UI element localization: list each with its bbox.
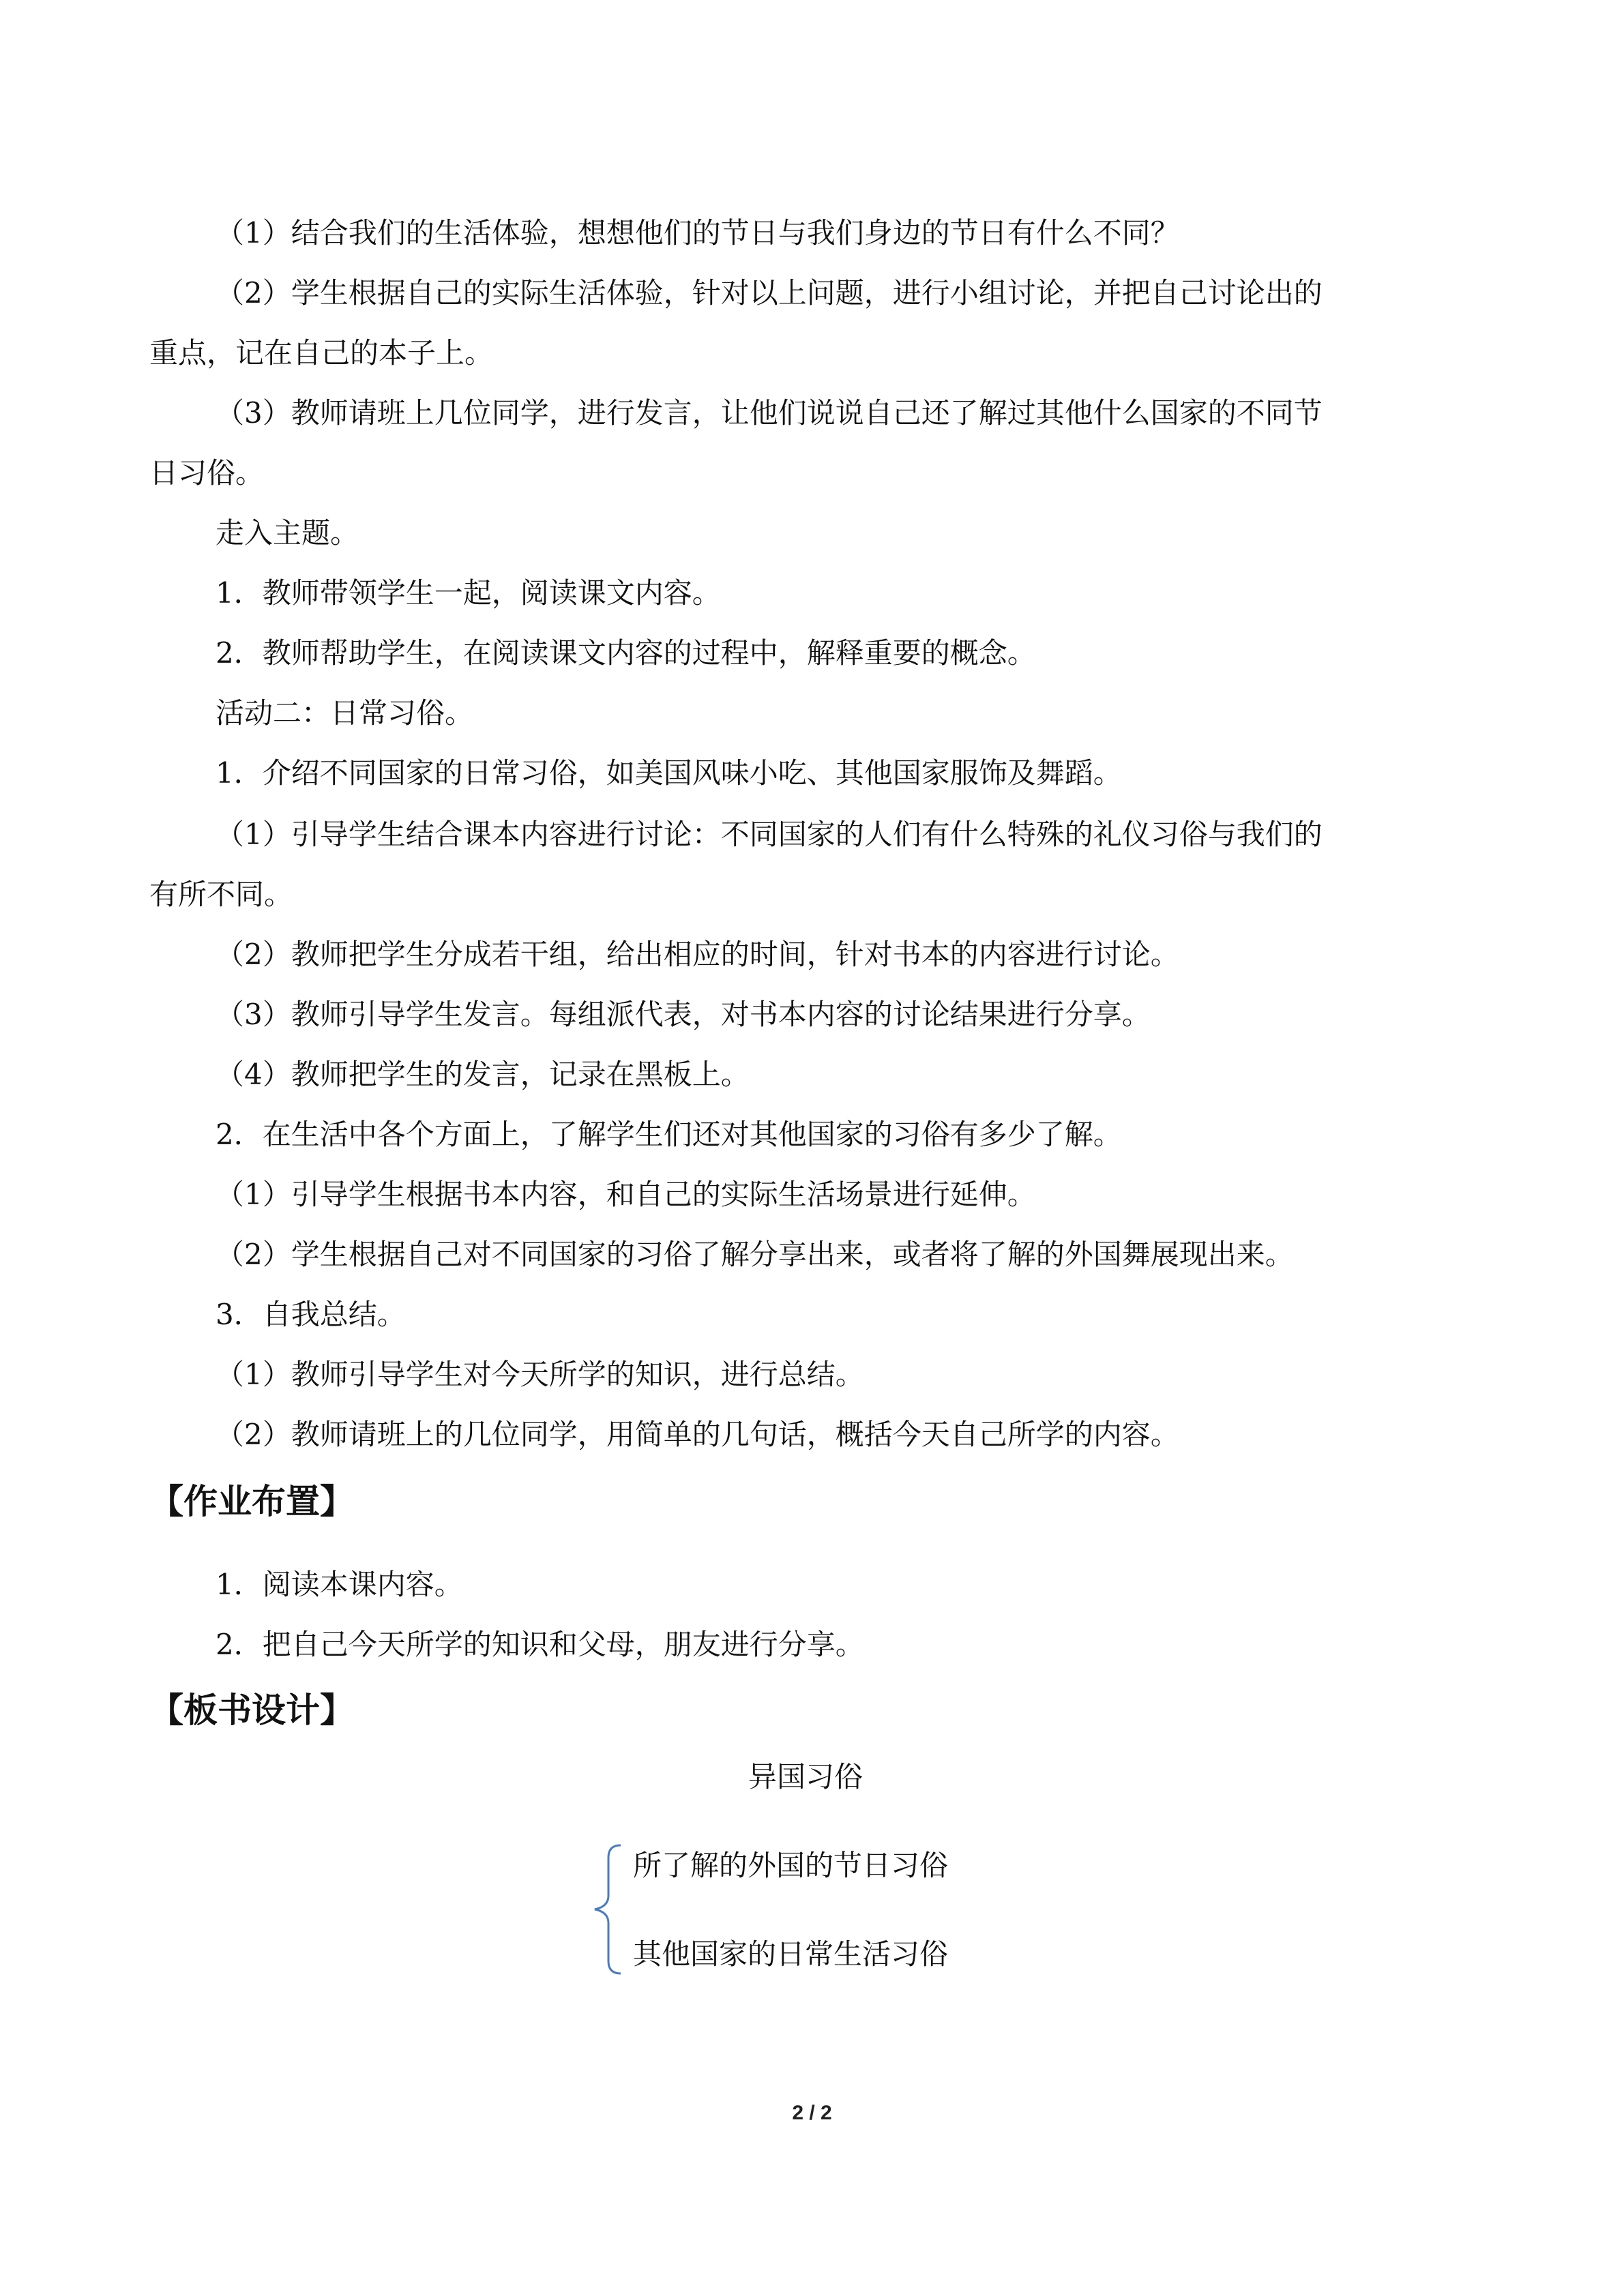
paragraph-line: 重点，记在自己的本子上。 [149, 336, 494, 370]
page-number: 2 / 2 [792, 2102, 832, 2124]
paragraph-line: （2）教师把学生分成若干组，给出相应的时间，针对书本的内容进行讨论。 [216, 938, 1179, 971]
board-branch-festival: 所了解的外国的节日习俗 [633, 1849, 949, 1882]
paragraph-line: 1．介绍不同国家的日常习俗，如美国风味小吃、其他国家服饰及舞蹈。 [216, 756, 1122, 790]
paragraph-line: （1）教师引导学生对今天所学的知识，进行总结。 [216, 1358, 864, 1391]
paragraph-line: 2．在生活中各个方面上，了解学生们还对其他国家的习俗有多少了解。 [216, 1118, 1122, 1151]
paragraph-line: （1）结合我们的生活体验，想想他们的节日与我们身边的节日有什么不同？ [216, 216, 1179, 250]
homework-item: 1．阅读本课内容。 [216, 1568, 463, 1601]
paragraph-line: 有所不同。 [149, 878, 293, 911]
paragraph-line: 3．自我总结。 [216, 1298, 406, 1331]
paragraph-line: 1．教师带领学生一起，阅读课文内容。 [216, 576, 721, 610]
paragraph-line: （2）学生根据自己的实际生活体验，针对以上问题，进行小组讨论，并把自己讨论出的 [216, 276, 1323, 310]
paragraph-line: （3）教师请班上几位同学，进行发言，让他们说说自己还了解过其他什么国家的不同节 [216, 396, 1323, 430]
paragraph-line: （2）学生根据自己对不同国家的习俗了解分享出来，或者将了解的外国舞展现出来。 [216, 1238, 1294, 1271]
board-design-heading: 【板书设计】 [149, 1690, 354, 1730]
board-title: 异国习俗 [748, 1760, 863, 1793]
homework-heading: 【作业布置】 [149, 1482, 354, 1521]
paragraph-line: （2）教师请班上的几位同学，用简单的几句话，概括今天自己所学的内容。 [216, 1418, 1179, 1451]
paragraph-line: （1）引导学生根据书本内容，和自己的实际生活场景进行延伸。 [216, 1178, 1036, 1211]
board-branch-daily: 其他国家的日常生活习俗 [633, 1937, 949, 1971]
paragraph-line: （3）教师引导学生发言。每组派代表，对书本内容的讨论结果进行分享。 [216, 998, 1151, 1031]
paragraph-line: 走入主题。 [216, 516, 359, 550]
curly-brace-icon [585, 1841, 626, 1978]
paragraph-line: （4）教师把学生的发言，记录在黑板上。 [216, 1058, 750, 1091]
paragraph-line: （1）引导学生结合课本内容进行讨论：不同国家的人们有什么特殊的礼仪习俗与我们的 [216, 818, 1323, 851]
paragraph-line: 2．教师帮助学生，在阅读课文内容的过程中，解释重要的概念。 [216, 636, 1036, 670]
paragraph-line: 日习俗。 [149, 456, 265, 490]
homework-item: 2．把自己今天所学的知识和父母，朋友进行分享。 [216, 1628, 864, 1661]
paragraph-line: 活动二：日常习俗。 [216, 696, 474, 730]
